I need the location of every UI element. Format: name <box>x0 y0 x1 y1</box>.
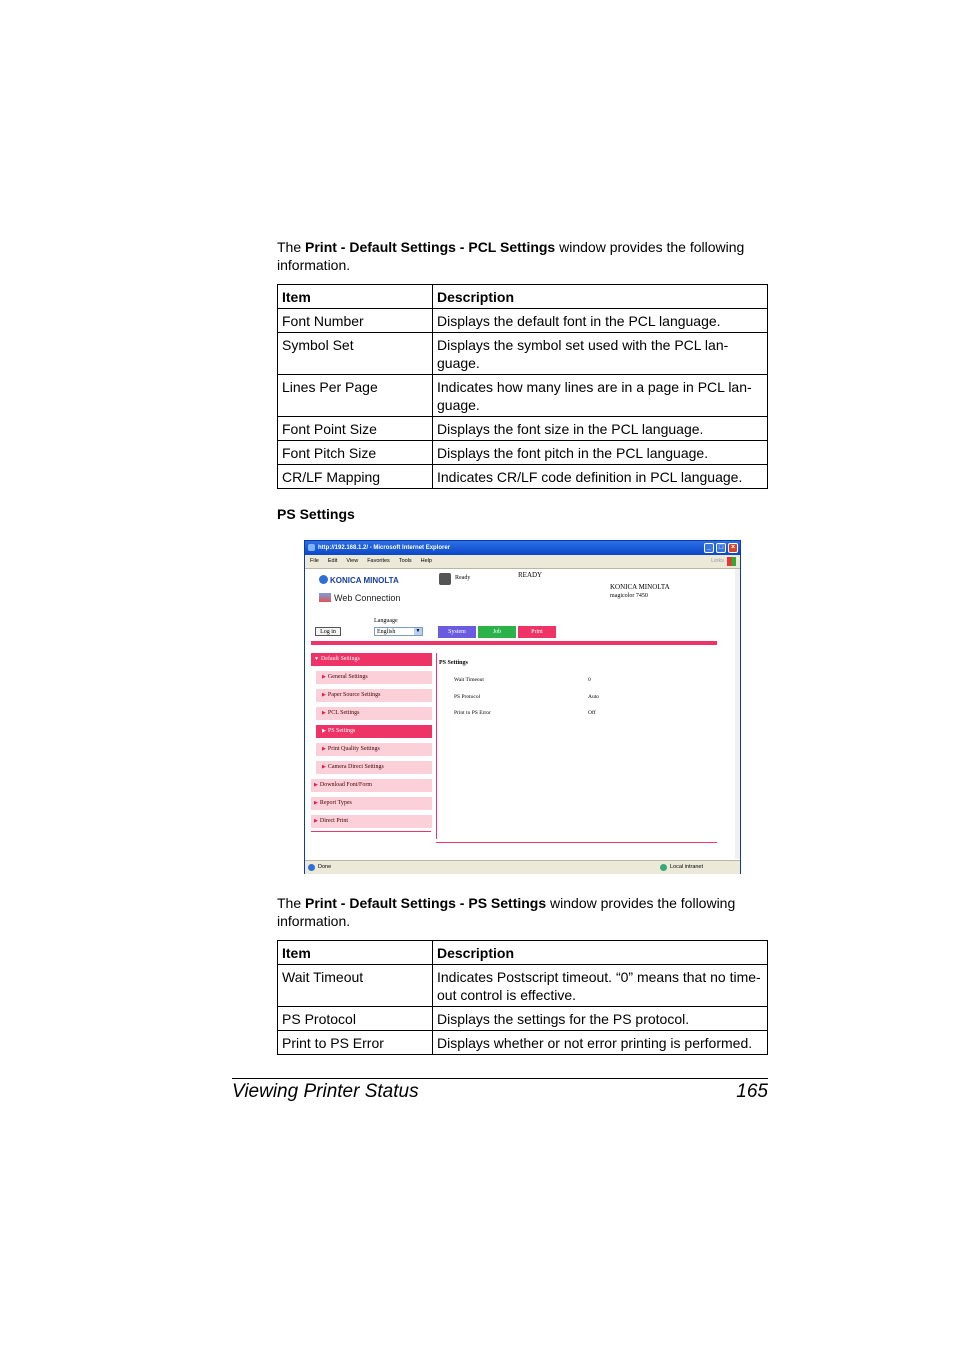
description-cell: Indicates how many lines are in a page in PCL lan-guage. <box>433 375 768 417</box>
sidebar-item-label: Paper Source Settings <box>327 692 381 698</box>
links-label[interactable]: Links <box>711 558 724 564</box>
sidebar-item-report-types[interactable] <box>311 797 432 810</box>
triangle-right-icon: ▶ <box>314 801 318 806</box>
ie-icon <box>308 544 315 551</box>
page-content <box>305 569 740 859</box>
sidebar-item-direct-print[interactable] <box>311 815 432 828</box>
menu-file[interactable]: File <box>310 558 319 564</box>
tab-system[interactable]: System <box>438 626 476 638</box>
item-cell: PS Protocol <box>278 1007 433 1031</box>
setting-value-print-to-ps-error: Off <box>588 710 596 716</box>
menu-edit[interactable]: Edit <box>327 558 338 564</box>
sidebar-item-label: Download Font/Form <box>319 782 373 788</box>
description-cell: Displays the settings for the PS protocol. <box>433 1007 768 1031</box>
intro-text: window provides the following information. <box>277 895 736 929</box>
item-cell: CR/LF Mapping <box>278 465 433 489</box>
setting-label-wait-timeout: Wait Timeout <box>454 677 484 683</box>
setting-label-print-to-ps-error: Print to PS Error <box>454 710 491 716</box>
tab-job[interactable]: Job <box>478 626 516 638</box>
status-done: Done <box>318 864 332 870</box>
table-row <box>278 333 768 375</box>
sidebar-item-print-quality-settings[interactable] <box>316 743 432 756</box>
table-row <box>278 965 768 1007</box>
panel-title: PS Settings <box>439 660 468 666</box>
triangle-right-icon: ▶ <box>314 783 318 788</box>
pcl-settings-table <box>277 284 768 489</box>
intro-text: The <box>277 895 306 911</box>
printer-status: Ready <box>455 575 471 581</box>
browser-status-bar <box>305 860 740 874</box>
sidebar-item-label: PCL Settings <box>327 710 360 716</box>
intranet-icon <box>660 864 667 871</box>
printer-icon <box>439 573 451 585</box>
menu-view[interactable]: View <box>346 558 359 564</box>
header-divider <box>311 641 717 645</box>
triangle-right-icon: ▶ <box>322 693 326 698</box>
intro-paragraph-ps <box>277 894 767 930</box>
sidebar-item-label: General Settings <box>327 674 368 680</box>
menu-tools[interactable]: Tools <box>398 558 412 564</box>
globe-icon <box>319 575 328 584</box>
column-header: Item <box>278 285 433 309</box>
table-row <box>278 441 768 465</box>
sidebar-divider <box>311 831 431 832</box>
column-header: Item <box>278 941 433 965</box>
sidebar-item-pcl-settings[interactable] <box>316 707 432 720</box>
ie-icon <box>308 864 315 871</box>
ps-settings-table <box>277 940 768 1055</box>
status-zone: Local intranet <box>670 864 704 870</box>
column-header: Description <box>433 285 768 309</box>
sidebar-item-paper-source-settings[interactable] <box>316 689 432 702</box>
menu-favorites[interactable]: Favorites <box>367 558 390 564</box>
sidebar-item-label: Default Settings <box>320 656 360 662</box>
windows-logo-icon <box>727 557 736 566</box>
model-brand: KONICA MINOLTA <box>610 583 670 591</box>
window-title: http://192.168.1.2/ - Microsoft Internet Explorer <box>318 545 451 551</box>
description-cell: Displays the symbol set used with the PCL lan-guage. <box>433 333 768 375</box>
panel-status: READY <box>518 571 543 579</box>
intro-paragraph-pcl <box>277 238 767 274</box>
column-header: Description <box>433 941 768 965</box>
window-name: Print - Default Settings - PCL Settings <box>305 239 556 255</box>
language-label: Language <box>374 618 398 624</box>
triangle-right-icon: ▶ <box>322 765 326 770</box>
maximize-button[interactable]: □ <box>716 543 726 553</box>
table-row <box>278 1031 768 1055</box>
table-row <box>278 1007 768 1031</box>
item-cell: Font Pitch Size <box>278 441 433 465</box>
setting-label-ps-protocol: PS Protocol <box>454 694 481 700</box>
language-select[interactable] <box>374 627 423 636</box>
triangle-right-icon: ▶ <box>322 729 326 734</box>
window-titlebar <box>305 541 740 555</box>
section-heading: PS Settings <box>277 506 355 522</box>
window-name: Print - Default Settings - PS Settings <box>305 895 547 911</box>
triangle-down-icon: ▼ <box>314 657 319 662</box>
model-name: magicolor 7450 <box>610 593 648 599</box>
item-cell: Lines Per Page <box>278 375 433 417</box>
intro-text: window provides the following information. <box>277 239 745 273</box>
sidebar-item-label: Camera Direct Settings <box>327 764 384 770</box>
table-row <box>278 375 768 417</box>
menu-bar <box>305 555 740 569</box>
setting-value-ps-protocol: Auto <box>588 694 599 700</box>
description-cell: Displays whether or not error printing is performed. <box>433 1031 768 1055</box>
sidebar-item-general-settings[interactable] <box>316 671 432 684</box>
menu-help[interactable]: Help <box>420 558 432 564</box>
description-cell: Displays the font size in the PCL language. <box>433 417 768 441</box>
pswc-text: Web Connection <box>334 593 401 603</box>
description-cell: Indicates CR/LF code definition in PCL language. <box>433 465 768 489</box>
logo-text: KONICA MINOLTA <box>330 576 399 585</box>
item-cell: Font Number <box>278 309 433 333</box>
login-button[interactable]: Log in <box>315 627 341 636</box>
triangle-right-icon: ▶ <box>322 711 326 716</box>
footer-rule <box>232 1078 768 1079</box>
pagescope-web-connection-logo <box>319 593 400 603</box>
sidebar-item-label: Report Types <box>319 800 352 806</box>
sidebar-item-label: Direct Print <box>319 818 349 824</box>
table-row <box>278 417 768 441</box>
close-button[interactable]: × <box>728 543 738 553</box>
language-value: English <box>377 629 396 635</box>
triangle-right-icon: ▶ <box>322 675 326 680</box>
table-header-row <box>278 941 768 965</box>
konica-minolta-logo <box>319 575 399 585</box>
minimize-button[interactable]: _ <box>704 543 714 553</box>
table-row <box>278 465 768 489</box>
triangle-right-icon: ▶ <box>314 819 318 824</box>
sidebar-item-ps-settings[interactable] <box>316 725 432 738</box>
item-cell: Print to PS Error <box>278 1031 433 1055</box>
sidebar-item-camera-direct-settings[interactable] <box>316 761 432 774</box>
sidebar-item-default-settings[interactable] <box>311 653 432 666</box>
chevron-down-icon: ▼ <box>415 629 421 634</box>
footer-title: Viewing Printer Status <box>232 1081 419 1102</box>
intro-text: The <box>277 239 306 255</box>
item-cell: Symbol Set <box>278 333 433 375</box>
table-row <box>278 309 768 333</box>
sidebar-item-label: Print Quality Settings <box>327 746 380 752</box>
description-cell: Indicates Postscript timeout. “0” means that no time-out control is effective. <box>433 965 768 1007</box>
table-header-row <box>278 285 768 309</box>
description-cell: Displays the font pitch in the PCL language. <box>433 441 768 465</box>
triangle-right-icon: ▶ <box>322 747 326 752</box>
pagescope-icon <box>319 593 331 602</box>
item-cell: Wait Timeout <box>278 965 433 1007</box>
page-number: 165 <box>736 1081 768 1102</box>
panel-bottom-divider <box>436 842 717 843</box>
scrollbar[interactable] <box>735 569 740 859</box>
browser-screenshot <box>304 540 741 874</box>
vertical-divider <box>436 653 437 839</box>
setting-value-wait-timeout: 0 <box>588 677 591 683</box>
description-cell: Displays the default font in the PCL language. <box>433 309 768 333</box>
sidebar-item-download-font-form[interactable] <box>311 779 432 792</box>
item-cell: Font Point Size <box>278 417 433 441</box>
sidebar-item-label: PS Settings <box>327 728 356 734</box>
tab-print[interactable]: Print <box>518 626 556 638</box>
